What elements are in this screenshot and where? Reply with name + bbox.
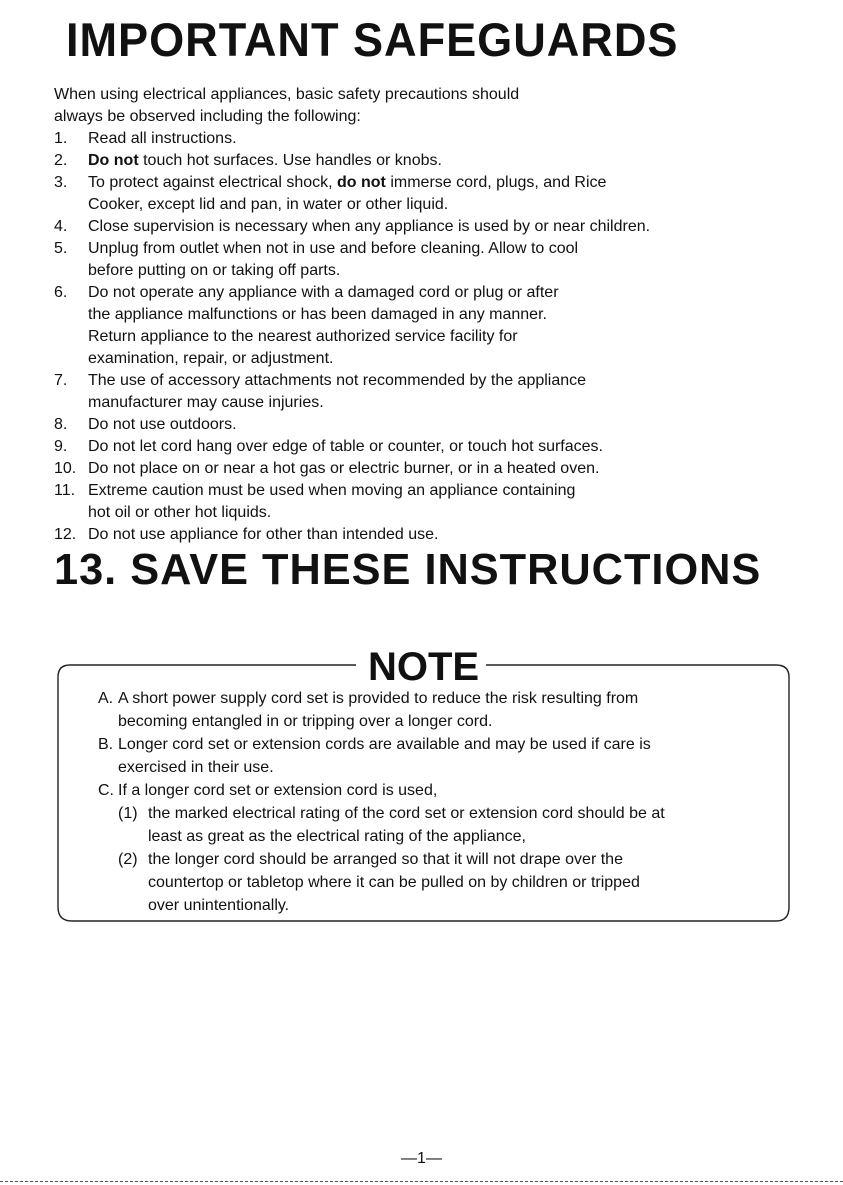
item-line	[88, 172, 774, 194]
item-text: Extreme caution must be used when moving an appliance containing	[88, 482, 576, 499]
note-item-letter: C.	[98, 782, 114, 799]
note-title: NOTE	[368, 645, 480, 689]
item-line	[88, 260, 774, 282]
list-item	[54, 282, 774, 370]
item-line	[88, 128, 774, 150]
note-line: Longer cord set or extension cords are available and may be used if care is	[118, 736, 651, 753]
note-line: becoming entangled in or tripping over a longer cord.	[118, 713, 493, 730]
item-number: 4.	[54, 218, 68, 235]
note-subitem-number: (1)	[118, 805, 138, 822]
item-line	[88, 392, 774, 414]
item-text: To protect against electrical shock,	[88, 174, 338, 191]
list-item	[54, 238, 774, 282]
note-body	[98, 687, 788, 917]
item-text: before putting on or taking off parts.	[88, 262, 341, 279]
list-item	[54, 414, 774, 436]
item-line	[88, 480, 774, 502]
item-line	[88, 326, 774, 348]
page-number: —1—	[401, 1150, 442, 1167]
item-number: 10.	[54, 460, 77, 477]
bottom-divider	[0, 1181, 843, 1182]
item-text: Do not use outdoors.	[88, 416, 237, 433]
item-number: 7.	[54, 372, 68, 389]
note-line: A short power supply cord set is provided to reduce the risk resulting from	[118, 690, 639, 707]
item-text: Do not let cord hang over edge of table or counter, or touch hot surfaces.	[88, 438, 603, 455]
list-item	[54, 172, 774, 216]
item-line	[88, 436, 774, 458]
item-number: 8.	[54, 416, 68, 433]
intro-line: When using electrical appliances, basic safety precautions should	[54, 86, 520, 103]
item-text: Read all instructions.	[88, 130, 237, 147]
note-subitem-number: (2)	[118, 851, 138, 868]
note-line: the longer cord should be arranged so that it will not drape over the	[148, 851, 623, 868]
list-item	[54, 524, 774, 546]
emphasis-text: Do not	[88, 152, 139, 169]
item-text: Do not operate any appliance with a damaged cord or plug or after	[88, 284, 559, 301]
item-number: 2.	[54, 152, 68, 169]
item-text: Do not use appliance for other than intended use.	[88, 526, 439, 543]
note-subitem	[98, 802, 788, 848]
item-line	[88, 414, 774, 436]
save-instructions-heading: 13. SAVE THESE INSTRUCTIONS	[54, 545, 762, 594]
note-item	[98, 779, 788, 802]
item-number: 6.	[54, 284, 68, 301]
item-line	[88, 304, 774, 326]
item-text: manufacturer may cause injuries.	[88, 394, 324, 411]
item-line	[88, 150, 774, 172]
note-item	[98, 733, 788, 779]
note-line: countertop or tabletop where it can be pulled on by children or tripped	[148, 874, 640, 891]
item-text: Close supervision is necessary when any appliance is used by or near children.	[88, 218, 651, 235]
list-item	[54, 150, 774, 172]
item-text: the appliance malfunctions or has been damaged in any manner.	[88, 306, 547, 323]
item-number: 12.	[54, 526, 77, 543]
list-item	[54, 128, 774, 150]
note-line: exercised in their use.	[118, 759, 274, 776]
list-item	[54, 436, 774, 458]
item-text: hot oil or other hot liquids.	[88, 504, 272, 521]
note-subitem	[98, 848, 788, 917]
note-line: If a longer cord set or extension cord is used,	[118, 782, 438, 799]
item-line	[88, 348, 774, 370]
note-item-letter: B.	[98, 736, 114, 753]
note-line: over unintentionally.	[148, 897, 290, 914]
emphasis-text: do not	[337, 174, 386, 191]
note-item	[98, 687, 788, 733]
list-item	[54, 458, 774, 480]
page-title: IMPORTANT SAFEGUARDS	[66, 13, 679, 66]
intro-paragraph	[54, 84, 754, 128]
item-line	[88, 524, 774, 546]
item-text: examination, repair, or adjustment.	[88, 350, 334, 367]
list-item	[54, 216, 774, 238]
safeguards-list	[54, 128, 774, 546]
item-line	[88, 238, 774, 260]
note-item-letter: A.	[98, 690, 114, 707]
note-line: least as great as the electrical rating of the appliance,	[148, 828, 526, 845]
item-text: touch hot surfaces. Use handles or knobs.	[138, 152, 442, 169]
item-text: The use of accessory attachments not recommended by the appliance	[88, 372, 587, 389]
item-text: Unplug from outlet when not in use and before cleaning. Allow to cool	[88, 240, 579, 257]
item-number: 3.	[54, 174, 68, 191]
note-box	[56, 645, 791, 923]
item-line	[88, 216, 774, 238]
list-item	[54, 480, 774, 524]
item-text: immerse cord, plugs, and Rice	[385, 174, 607, 191]
item-text: Cooker, except lid and pan, in water or other liquid.	[88, 196, 449, 213]
note-line: the marked electrical rating of the cord set or extension cord should be at	[148, 805, 665, 822]
item-number: 9.	[54, 438, 68, 455]
item-text: Do not place on or near a hot gas or electric burner, or in a heated oven.	[88, 460, 600, 477]
intro-line: always be observed including the following:	[54, 108, 361, 125]
item-number: 1.	[54, 130, 68, 147]
item-line	[88, 370, 774, 392]
item-number: 11.	[54, 482, 76, 499]
item-number: 5.	[54, 240, 68, 257]
item-line	[88, 194, 774, 216]
item-text: Return appliance to the nearest authorized service facility for	[88, 328, 518, 345]
item-line	[88, 502, 774, 524]
list-item	[54, 370, 774, 414]
item-line	[88, 282, 774, 304]
item-line	[88, 458, 774, 480]
